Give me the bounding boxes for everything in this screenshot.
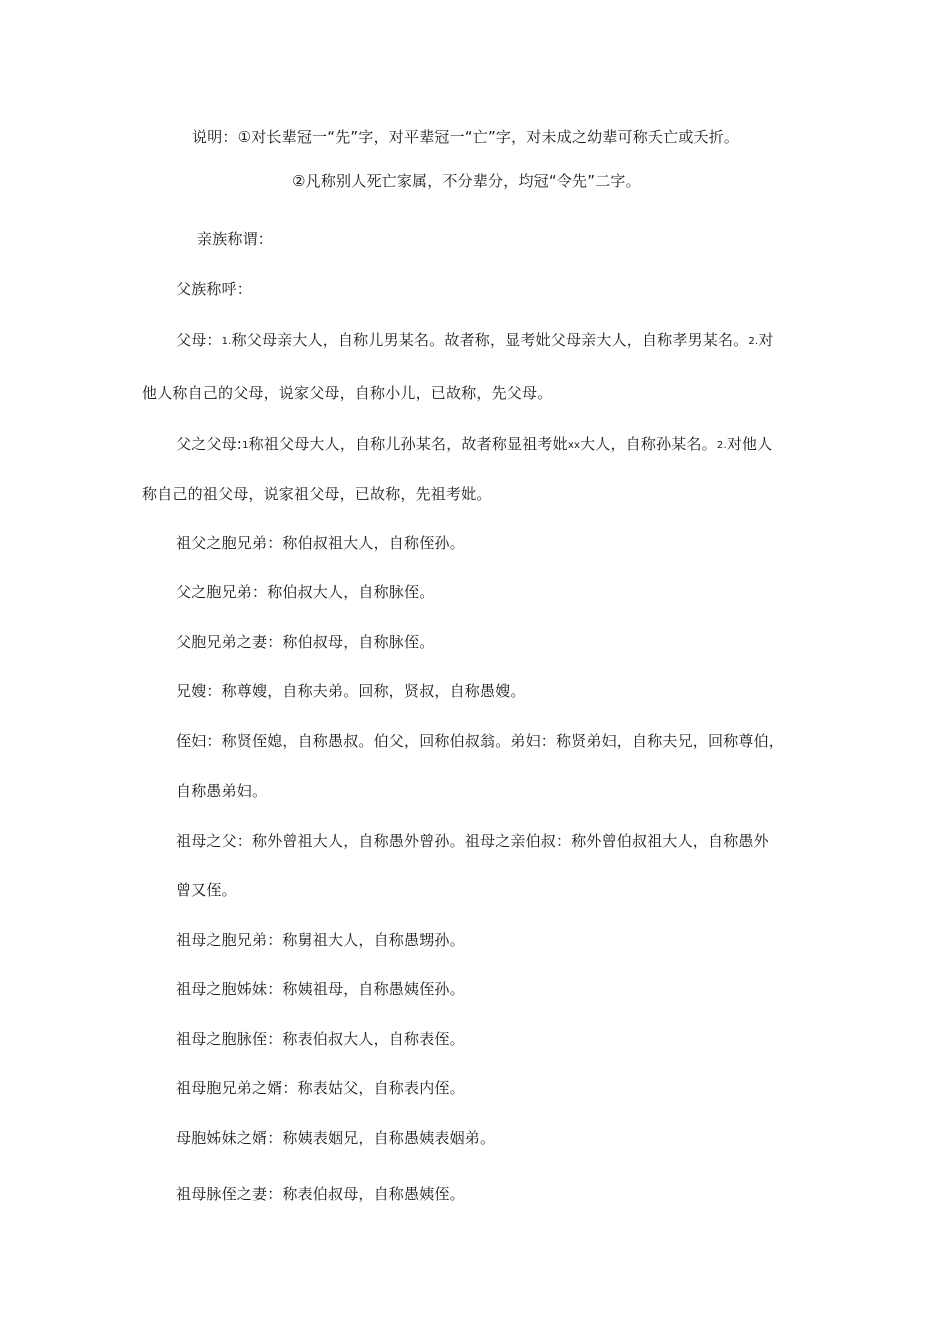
entry-line: 祖父之胞兄弟：称伯叔祖大人，自称侄孙。 [176, 534, 465, 552]
entry-line: 祖母之胞脉侄：称表伯叔大人，自称表侄。 [176, 1030, 465, 1048]
entry-line: 祖母之胞兄弟：称舅祖大人，自称愚甥孙。 [176, 931, 465, 949]
entry-grandparents-text-a: 称祖父母大人，自称儿孙某名，故者称显祖考妣 [248, 435, 568, 453]
entry-parents-num-2: 2. [748, 336, 759, 347]
entry-line: 祖母胞兄弟之婿：称表姑父，自称表内侄。 [176, 1079, 465, 1097]
entry-line: 祖母脉侄之妻：称表伯叔母，自称愚姨侄。 [176, 1185, 465, 1203]
entry-line: 祖母之胞姊妹：称姨祖母，自称愚姨侄孙。 [176, 980, 465, 998]
entry-grandparents-xx: xx [567, 440, 581, 451]
note-line-2: ②凡称别人死亡家属，不分辈分，均冠“令先”二字。 [292, 172, 641, 190]
entry-parents-line-2: 他人称自己的父母，说家父母，自称小儿，已故称，先父母。 [142, 384, 553, 402]
entry-line: 侄妇：称贤侄媳，自称愚叔。伯父，回称伯叔翁。弟妇：称贤弟妇，自称夫兄，回称尊伯， [176, 732, 785, 750]
entry-grandparents-num-2: 2. [716, 440, 727, 451]
entry-line: 父之胞兄弟：称伯叔大人，自称脉侄。 [176, 583, 435, 601]
entry-parents-prefix: 父母： [176, 331, 222, 349]
entry-grandparents-prefix: 父之父母: [176, 435, 243, 453]
entry-line: 祖母之父：称外曾祖大人，自称愚外曾孙。祖母之亲伯叔：称外曾伯叔祖大人，自称愚外 [176, 832, 769, 850]
heading-kin-terms: 亲族称谓： [197, 230, 274, 248]
entry-grandparents-text-b: 大人，自称孙某名。 [580, 435, 717, 453]
entry-grandparents-num-1: 1 [242, 440, 249, 451]
entry-parents-text: 称父母亲大人，自称儿男某名。故者称，显考妣父母亲大人，自称孝男某名。 [231, 331, 749, 349]
entry-line-continued: 自称愚弟妇。 [176, 782, 268, 800]
note-line-1: 说明：①对长辈冠一“先”字，对平辈冠一“亡”字，对未成之幼辈可称夭亡或夭折。 [192, 128, 740, 146]
entry-parents-line-1 [176, 330, 774, 352]
entry-parents-end: 对 [758, 331, 774, 349]
entry-line: 父胞兄弟之妻：称伯叔母，自称脉侄。 [176, 633, 435, 651]
entry-parents-num-1: 1. [221, 336, 232, 347]
entry-grandparents-line-2: 称自己的祖父母，说家祖父母，已故称，先祖考妣。 [142, 485, 492, 503]
entry-grandparents-line-1 [176, 434, 772, 456]
heading-paternal: 父族称呼： [176, 280, 253, 298]
entry-line: 母胞姊妹之婿：称姨表姻兄，自称愚姨表姻弟。 [176, 1129, 496, 1147]
entry-line: 兄嫂：称尊嫂，自称夫弟。回称，贤叔，自称愚嫂。 [176, 682, 526, 700]
entry-line-continued: 曾又侄。 [176, 881, 237, 899]
entry-grandparents-end: 对他人 [726, 435, 773, 453]
